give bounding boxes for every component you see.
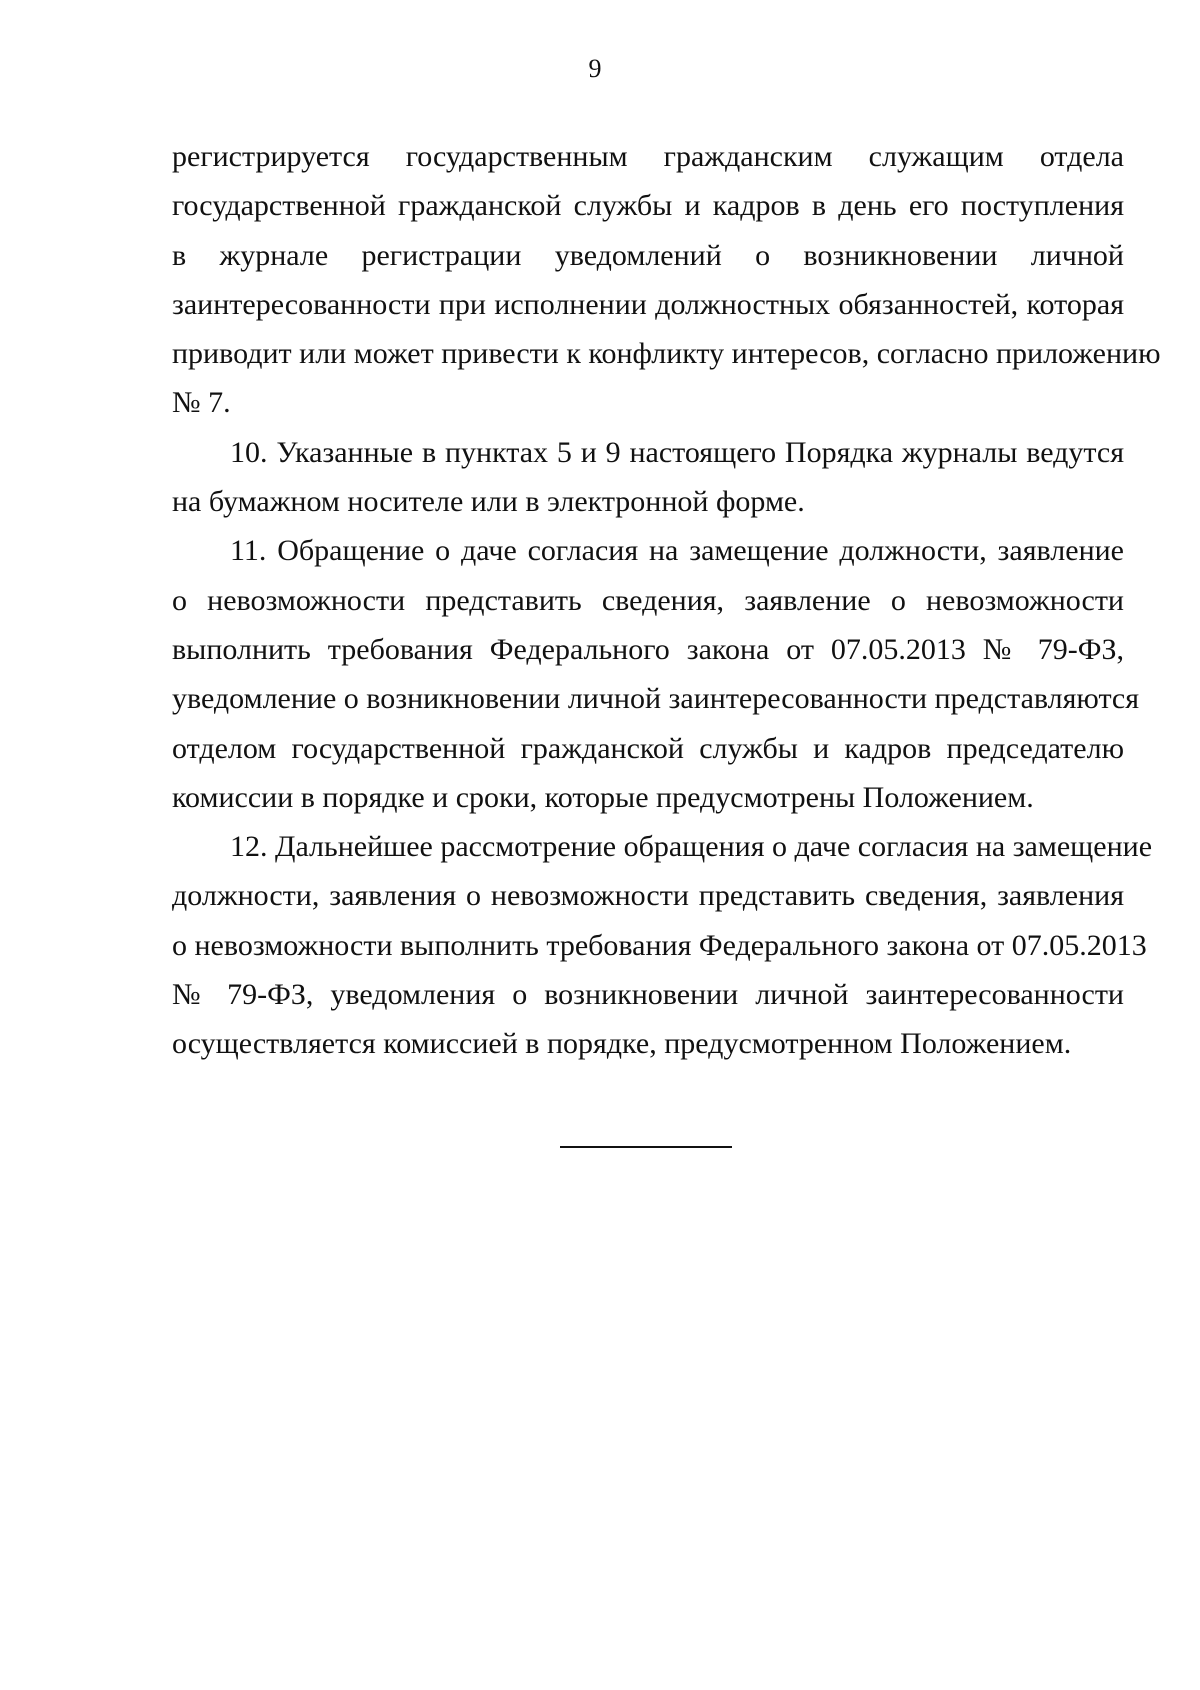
document-body — [172, 132, 1161, 1069]
text-line: 10. Указанные в пунктах 5 и 9 настоящего Порядка журналы ведутся — [230, 435, 1124, 469]
text-line: осуществляется комиссией в порядке, предусмотренном Положением. — [172, 1027, 1072, 1061]
text-line: отделом государственной гражданской службы и кадров председателю — [172, 731, 1124, 765]
paragraph-9-continuation — [172, 132, 1161, 428]
text-line: выполнить требования Федерального закона от 07.05.2013 № 79-ФЗ, — [172, 632, 1124, 666]
text-line: 11. Обращение о даче согласия на замещение должности, заявление — [230, 534, 1124, 568]
text-line: приводит или может привести к конфликту интересов, согласно приложению — [172, 337, 1161, 371]
paragraph-item-10 — [172, 428, 1124, 527]
text-line: должности, заявления о невозможности представить сведения, заявления — [172, 879, 1124, 913]
text-line: комиссии в порядке и сроки, которые предусмотрены Положением. — [172, 780, 1034, 814]
page-number: 9 — [588, 54, 602, 83]
text-line: государственной гражданской службы и кадров в день его поступления — [172, 189, 1124, 223]
paragraph-item-11 — [172, 526, 1140, 822]
text-line: на бумажном носителе или в электронной форме. — [172, 485, 805, 519]
text-line: о невозможности представить сведения, заявление о невозможности — [172, 583, 1124, 617]
paragraph-item-12 — [172, 822, 1153, 1068]
text-line: уведомление о возникновении личной заинтересованности представляются — [172, 682, 1140, 716]
text-line: заинтересованности при исполнении должностных обязанностей, которая — [172, 287, 1124, 321]
text-line: 12. Дальнейшее рассмотрение обращения о даче согласия на замещение — [230, 830, 1153, 864]
text-line: № 79-ФЗ, уведомления о возникновении личной заинтересованности — [172, 978, 1124, 1012]
text-line: в журнале регистрации уведомлений о возникновении личной — [172, 238, 1124, 272]
closing-divider — [560, 1146, 732, 1148]
text-line: № 7. — [172, 386, 231, 420]
text-line: о невозможности выполнить требования Федерального закона от 07.05.2013 — [172, 928, 1147, 962]
text-line: регистрируется государственным гражданским служащим отдела — [172, 140, 1124, 173]
